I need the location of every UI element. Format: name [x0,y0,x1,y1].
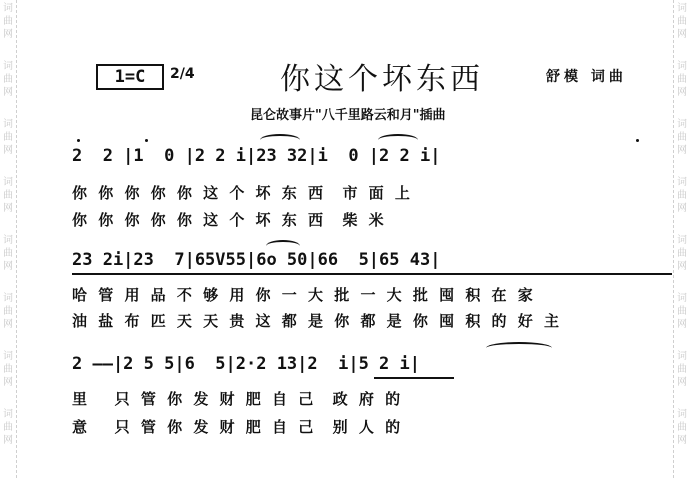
lyric-line: 你 你 你 你 你 这 个 坏 东 西 柴 米 [72,211,387,229]
lyric-line: 油 盐 布 匹 天 天 贵 这 都 是 你 都 是 你 囤 积 的 好 主 [72,312,563,330]
watermark-text: 词曲网 [677,177,687,214]
watermark-text: 词曲网 [3,409,13,446]
tie-mark [486,342,552,354]
watermark-text: 词曲网 [677,351,687,388]
lyric-line: 哈 管 用 品 不 够 用 你 一 大 批 一 大 批 囤 积 在 家 [72,286,536,304]
watermark-text: 词曲网 [3,293,13,330]
watermark-text: 词曲网 [3,177,13,214]
octave-dot [636,139,639,142]
key-signature: 1=C [96,64,164,90]
watermark-text: 词曲网 [677,293,687,330]
watermark-text: 词曲网 [3,61,13,98]
beam-line [72,273,672,275]
lyric-line: 里 只 管 你 发 财 肥 自 己 政 府 的 [72,390,404,408]
watermark-text: 词曲网 [677,235,687,272]
watermark-text: 词曲网 [3,235,13,272]
slur-mark [378,134,418,146]
watermark-text: 词曲网 [677,119,687,156]
octave-dot [77,139,80,142]
watermark-text: 词曲网 [677,3,687,40]
watermark-text: 词曲网 [3,351,13,388]
watermark-text: 词曲网 [677,61,687,98]
time-signature: 2/4 [170,66,195,82]
lyric-line: 意 只 管 你 发 财 肥 自 己 别 人 的 [72,418,404,436]
slur-mark [260,134,300,146]
song-credit: 舒模 词曲 [546,69,627,85]
slur-mark [266,240,300,252]
song-subtitle: 昆仑故事片"八千里路云和月"插曲 [250,108,446,123]
octave-dot [145,139,148,142]
watermark-text: 词曲网 [3,3,13,40]
notation-line: 23 2i|23 7|65V55|6o 50|66 5|65 43| [72,250,441,270]
lyric-line: 你 你 你 你 你 这 个 坏 东 西 市 面 上 [72,184,413,202]
song-title: 你这个坏东西 [280,62,484,97]
notation-line: 2 2 |1 0 |2 2 i|23 32|i 0 |2 2 i| [72,146,441,166]
notation-line: 2 ——|2 5 5|6 5|2·2 13|2 i|5 2 i| [72,354,420,374]
watermark-text: 词曲网 [677,409,687,446]
beam-line [374,377,454,379]
watermark-text: 词曲网 [3,119,13,156]
